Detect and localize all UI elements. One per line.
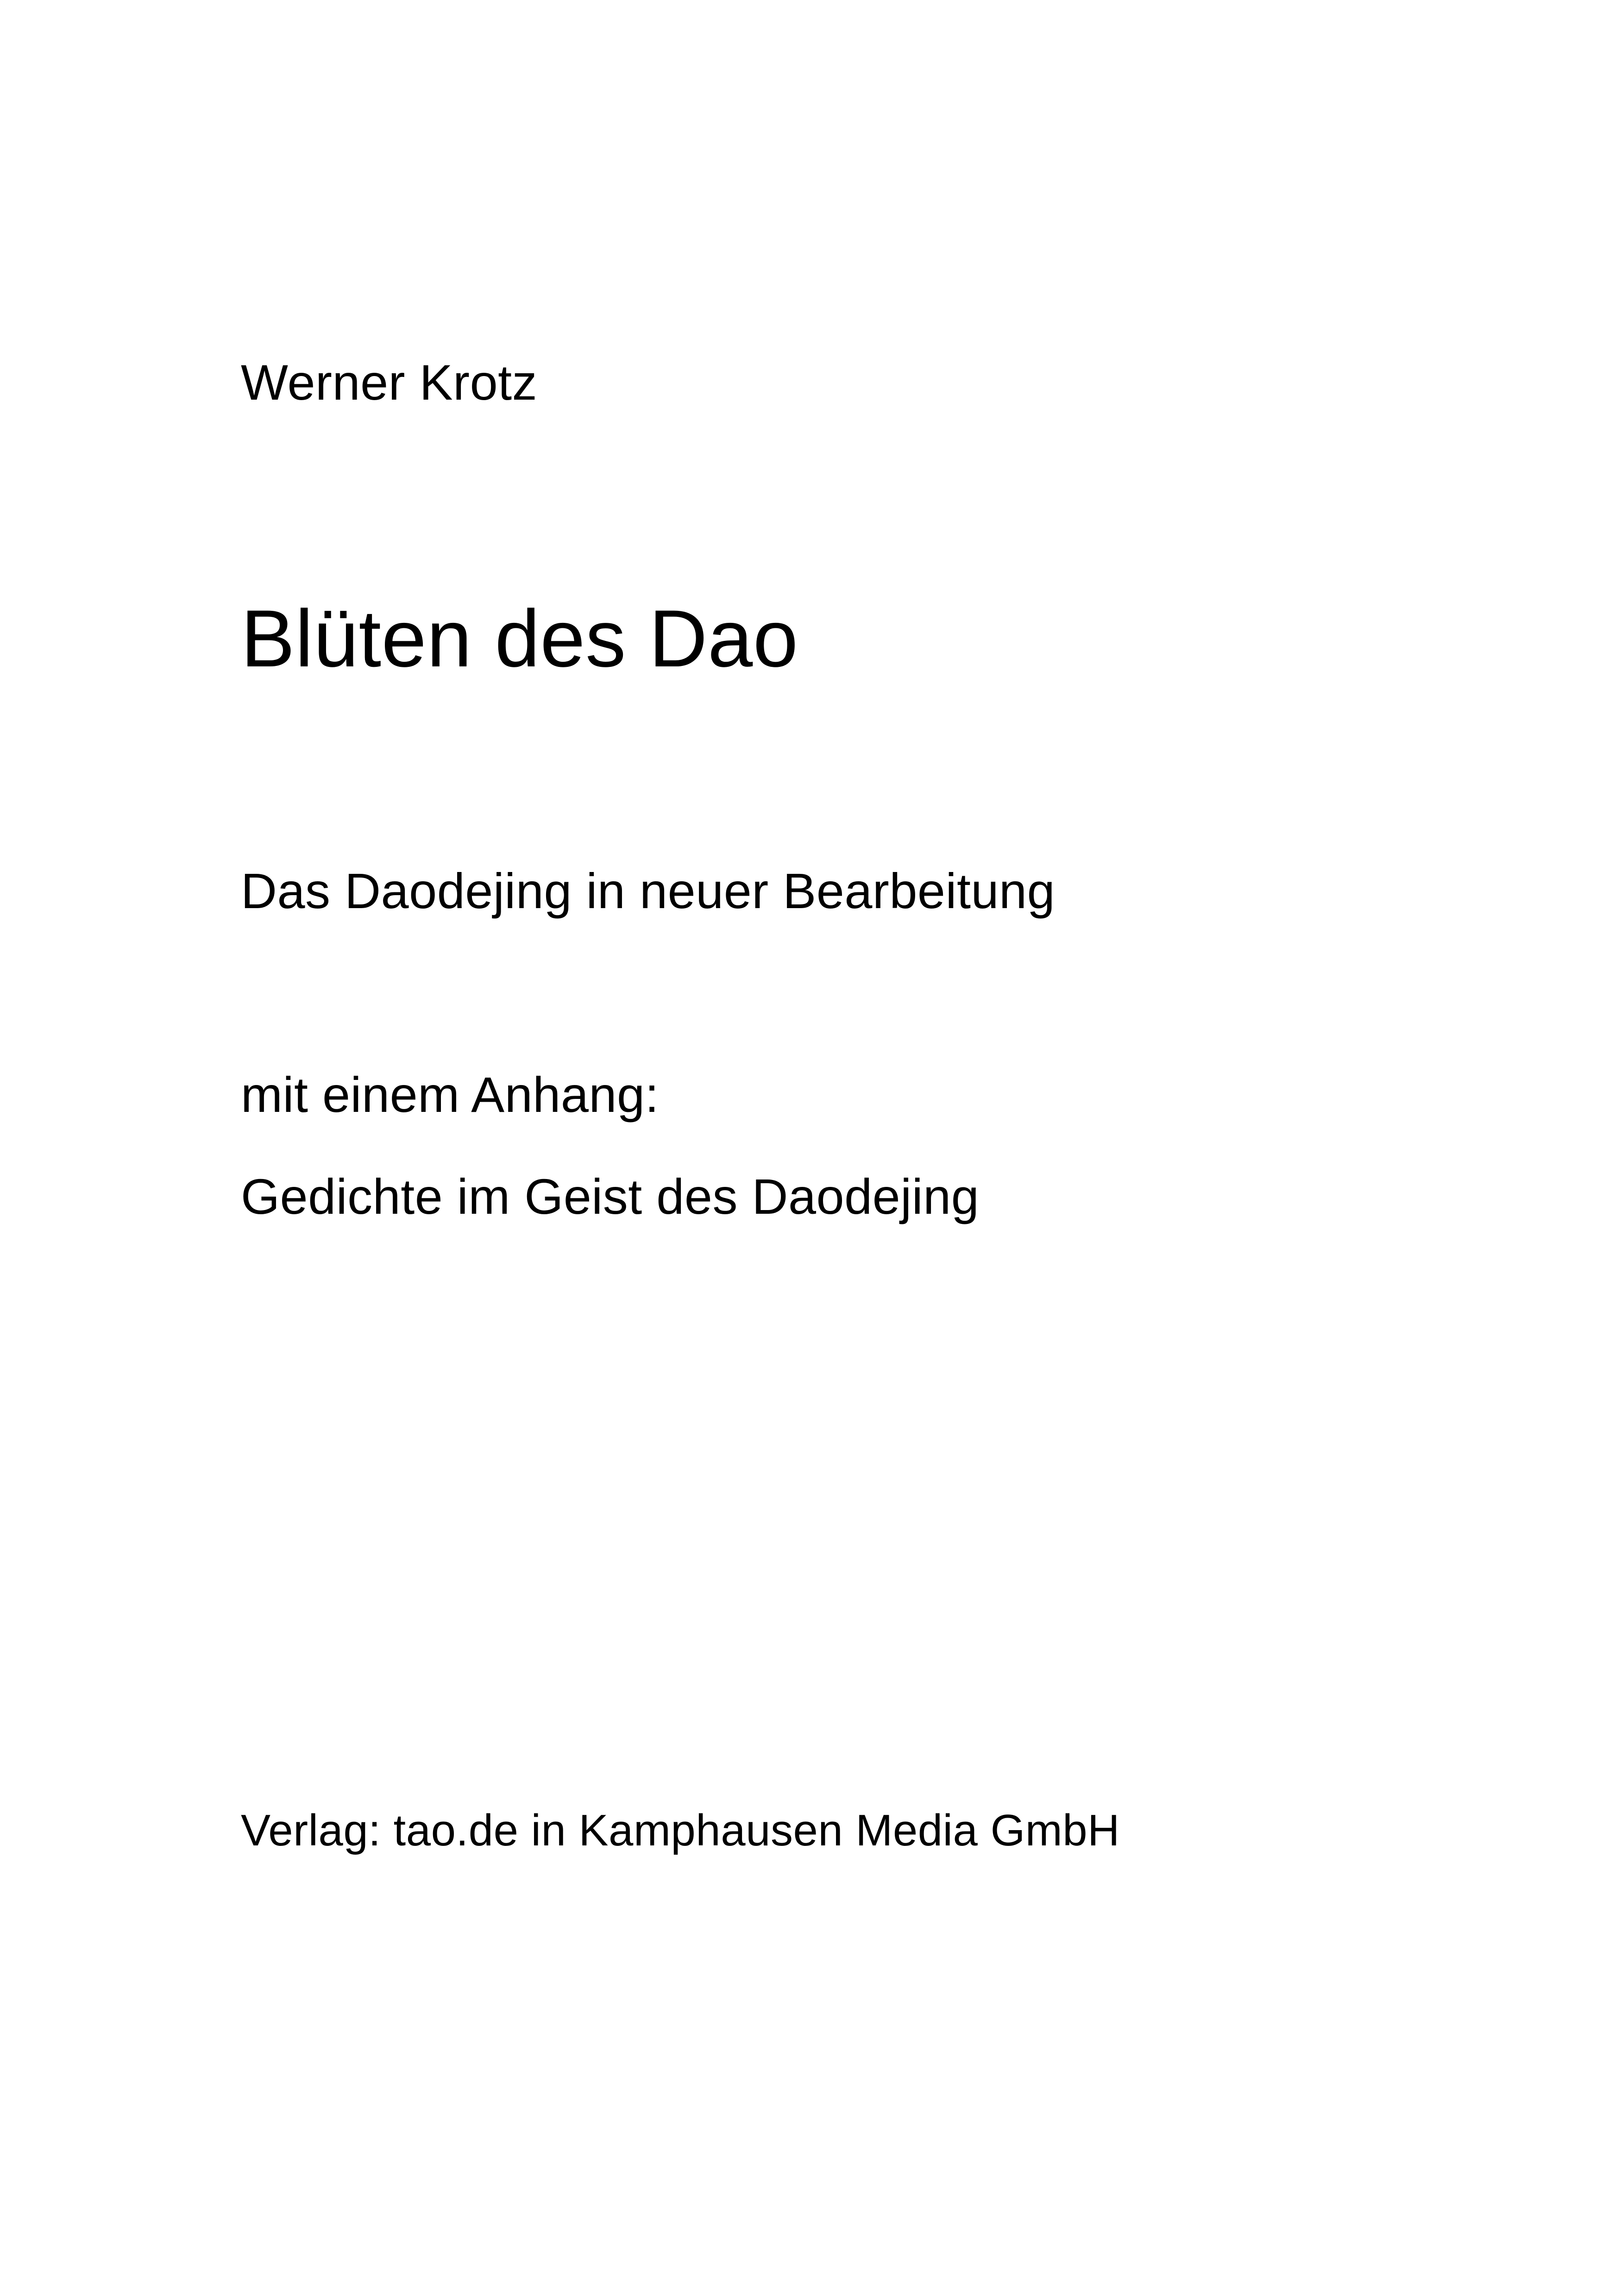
author-name: Werner Krotz xyxy=(241,354,538,410)
book-title: Blüten des Dao xyxy=(241,594,798,684)
appendix-title: Gedichte im Geist des Daodejing xyxy=(241,1168,980,1224)
publisher-line: Verlag: tao.de in Kamphausen Media GmbH xyxy=(241,1806,1120,1855)
book-subtitle: Das Daodejing in neuer Bearbeitung xyxy=(241,863,1056,919)
appendix-intro: mit einem Anhang: xyxy=(241,1066,660,1123)
